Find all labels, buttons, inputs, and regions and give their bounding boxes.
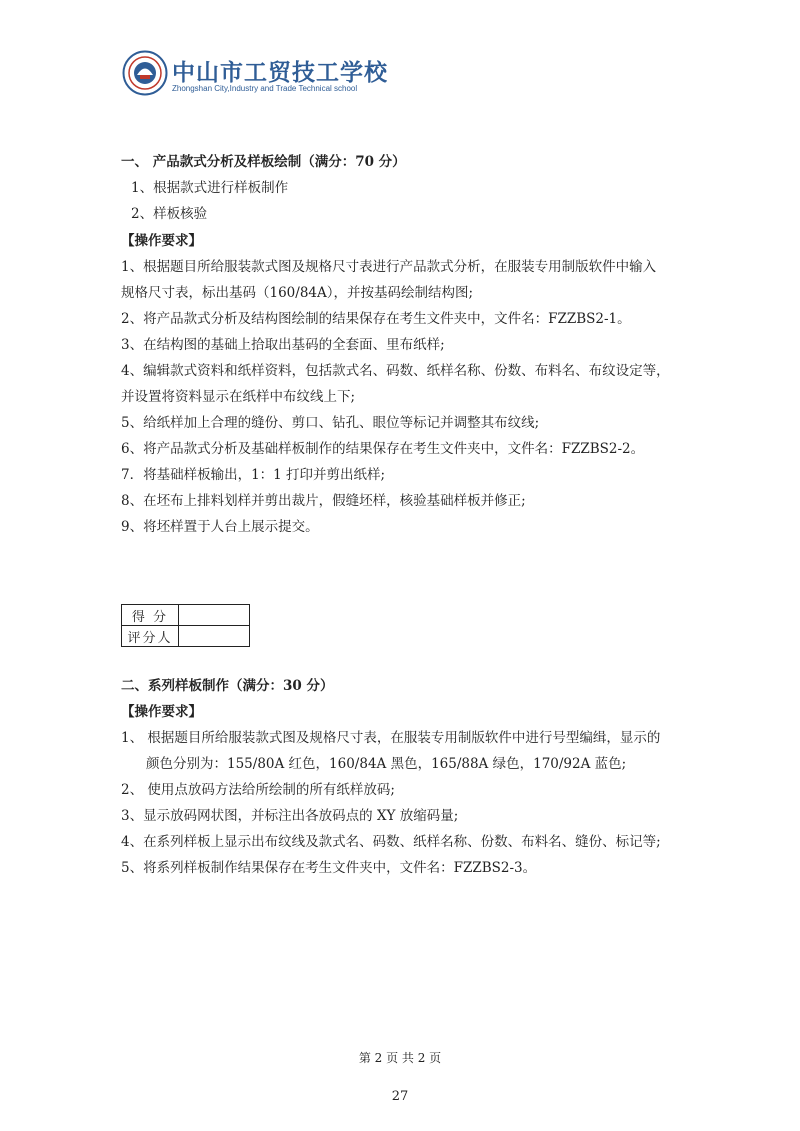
requirement-line: 颜色分别为：155/80A 红色，160/84A 黑色，165/88A 绿色，170/92A 蓝色; xyxy=(146,756,627,772)
requirement-line: 8、在坯布上排料划样并剪出裁片，假缝坯样，核验基础样板并修正; xyxy=(121,493,526,509)
requirement-line: 4、在系列样板上显示出布纹线及款式名、码数、纸样名称、份数、布料名、缝份、标记等; xyxy=(121,834,661,850)
grader-row xyxy=(122,626,250,647)
section1-title: 一、 产品款式分析及样板绘制（满分：70 分） xyxy=(121,154,406,170)
page-number: 27 xyxy=(391,1089,409,1104)
section1-task: 2、样板核验 xyxy=(131,206,208,222)
requirement-line: 6、将产品款式分析及基础样板制作的结果保存在考生文件夹中，文件名：FZZBS2-2。 xyxy=(121,441,645,457)
grader-value-cell xyxy=(179,626,250,647)
section2-req-heading: 【操作要求】 xyxy=(121,704,202,720)
school-name-cn: 中山市工贸技工学校 xyxy=(172,59,388,86)
requirement-line: 4、编辑款式资料和纸样资料，包括款式名、码数、纸样名称、份数、布料名、布纹设定等， xyxy=(121,363,670,379)
section1-task: 1、根据款式进行样板制作 xyxy=(131,180,289,196)
score-table xyxy=(121,604,250,647)
section2-title: 二、系列样板制作（满分：30 分） xyxy=(121,678,334,694)
requirement-line: 9、将坯样置于人台上展示提交。 xyxy=(121,519,319,535)
requirement-line: 3、显示放码网状图，并标注出各放码点的 XY 放缩码量; xyxy=(121,808,459,824)
requirement-line: 1、根据题目所给服装款式图及规格尺寸表进行产品款式分析，在服装专用制版软件中输入 xyxy=(121,259,657,275)
score-row xyxy=(122,605,250,626)
requirement-line: 7．将基础样板输出，1：1 打印并剪出纸样; xyxy=(121,467,386,483)
requirement-line: 规格尺寸表，标出基码（160/84A），并按基码绘制结构图; xyxy=(121,285,474,301)
requirement-line: 3、在结构图的基础上拾取出基码的全套面、里布纸样; xyxy=(121,337,445,353)
score-label: 得 分 xyxy=(122,605,179,626)
requirement-line: 2、 使用点放码方法给所绘制的所有纸样放码; xyxy=(121,782,395,798)
school-emblem-icon xyxy=(122,50,168,96)
school-name-en: Zhongshan City,Industry and Trade Technical school xyxy=(172,84,358,93)
requirement-line: 2、将产品款式分析及结构图绘制的结果保存在考生文件夹中，文件名：FZZBS2-1。 xyxy=(121,311,631,327)
grader-label: 评分人 xyxy=(122,626,179,647)
requirement-line: 1、 根据题目所给服装款式图及规格尺寸表，在服装专用制版软件中进行号型编缉，显示的 xyxy=(121,730,661,746)
score-value-cell xyxy=(179,605,250,626)
section1-req-heading: 【操作要求】 xyxy=(121,233,202,249)
requirement-line: 5、将系列样板制作结果保存在考生文件夹中，文件名：FZZBS2-3。 xyxy=(121,860,537,876)
requirement-line: 并设置将资料显示在纸样中布纹线上下; xyxy=(121,389,356,405)
requirement-line: 5、给纸样加上合理的缝份、剪口、钻孔、眼位等标记并调整其布纹线; xyxy=(121,415,540,431)
page-indicator: 第 2 页 共 2 页 xyxy=(358,1051,442,1065)
